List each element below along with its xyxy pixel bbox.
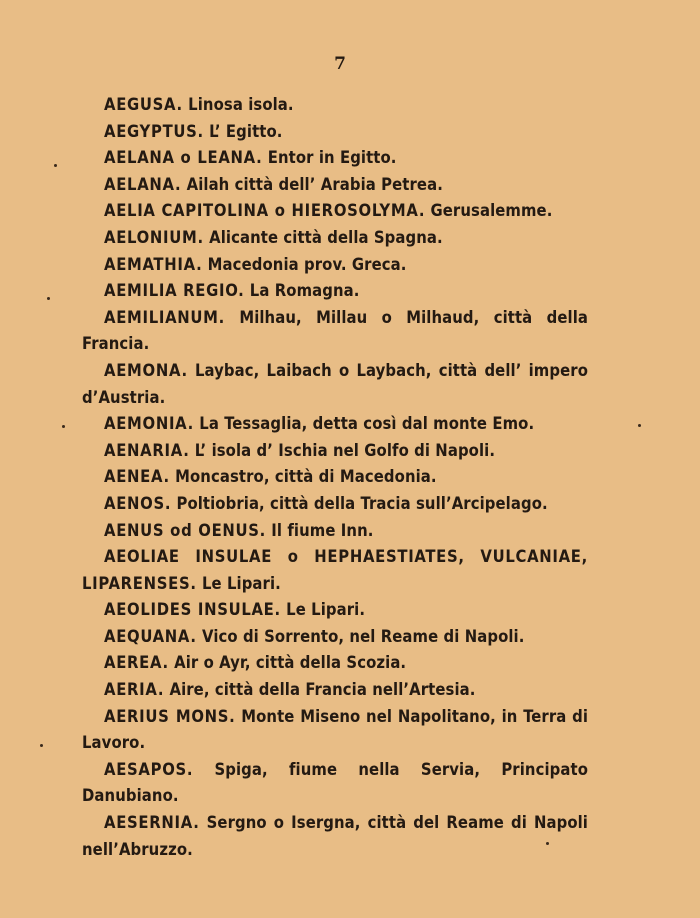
ink-speck (546, 842, 549, 845)
entry-definition: Poltiobria, città della Tracia sull’Arcipelago. (171, 493, 548, 513)
dictionary-entry (82, 810, 588, 863)
entry-definition: Aire, città della Francia nell’Artesia. (164, 680, 476, 700)
dictionary-entry (82, 597, 588, 624)
dictionary-entry (82, 624, 588, 651)
entry-definition: L’ Egitto. (203, 121, 283, 141)
entry-definition: Il fiume Inn. (266, 520, 374, 540)
entry-definition: Milhau, Millau o Milhaud, città della Francia. (82, 307, 588, 354)
entry-term: AELANA o LEANA. (104, 148, 263, 168)
entry-term: AESERNIA. (104, 813, 200, 833)
entry-term: AEOLIAE INSULAE o HEPHAESTIATES, VULCANIAE, LIPARENSES. (82, 547, 588, 593)
entry-definition: Le Lipari. (280, 600, 366, 620)
entry-definition: Ailah città dell’ Arabia Petrea. (181, 174, 443, 194)
entry-definition: Moncastro, città di Macedonia. (169, 467, 437, 487)
entry-definition: Le Lipari. (196, 573, 281, 593)
dictionary-entry (82, 252, 588, 279)
entry-term: AERIUS MONS. (104, 706, 236, 726)
ink-speck (62, 425, 65, 428)
entry-term: AEREA. (104, 653, 169, 673)
entry-term: AEMONA. (104, 360, 188, 380)
entry-term: AERIA. (104, 680, 165, 700)
entry-definition: Vico di Sorrento, nel Reame di Napoli. (196, 626, 525, 646)
entry-definition: Sergno o Isergna, città del Reame di Napoli nell’Abruzzo. (82, 813, 588, 859)
entry-definition: Macedonia prov. Greca. (202, 254, 407, 274)
entry-definition: Monte Miseno nel Napolitano, in Terra di Lavoro. (82, 706, 588, 753)
entry-definition: Linosa isola. (182, 95, 294, 114)
ink-speck (638, 424, 641, 427)
entry-definition: Gerusalemme. (425, 201, 553, 221)
entry-definition: La Tessaglia, detta così dal monte Emo. (194, 414, 535, 434)
dictionary-entry (82, 172, 588, 199)
entry-term: AEOLIDES INSULAE. (104, 600, 281, 620)
dictionary-entry (82, 757, 588, 810)
dictionary-entry (82, 464, 588, 491)
entry-definition: Alicante città della Spagna. (203, 227, 443, 247)
ink-speck (40, 744, 43, 747)
dictionary-entry (82, 677, 588, 704)
dictionary-entry (82, 119, 588, 146)
ink-speck (54, 164, 57, 167)
entry-term: AELIA CAPITOLINA o HIEROSOLYMA. (104, 201, 426, 221)
entry-definition: L’ isola d’ Ischia nel Golfo di Napoli. (189, 440, 496, 460)
dictionary-entry (82, 305, 588, 358)
dictionary-entry (82, 650, 588, 677)
dictionary-entry (82, 198, 588, 225)
page-number: 7 (334, 54, 346, 74)
entry-term: AEGYPTUS. (104, 121, 204, 141)
dictionary-entry (82, 438, 588, 465)
entry-term: AEMILIA REGIO. (104, 281, 245, 301)
entry-term: AEQUANA. (104, 626, 197, 646)
dictionary-entry (82, 491, 588, 518)
dictionary-entry (82, 544, 588, 597)
entry-definition: Entor in Egitto. (262, 148, 397, 168)
dictionary-entry (82, 358, 588, 411)
entry-term: AEMILIANUM. (104, 307, 225, 327)
dictionary-entry (82, 278, 588, 305)
entry-term: AENARIA. (104, 440, 190, 460)
entry-term: AELONIUM. (104, 227, 204, 247)
dictionary-entry (82, 704, 588, 757)
entry-definition: Spiga, fiume nella Servia, Principato Danubiano. (82, 759, 588, 806)
entry-term: AELANA. (104, 174, 182, 194)
entry-term: AEMONIA. (104, 414, 195, 434)
entry-definition: Laybac, Laibach o Laybach, città dell’ impero d’Austria. (82, 360, 588, 407)
entry-term: AEMATHIA. (104, 254, 203, 274)
dictionary-entry (82, 411, 588, 438)
entry-term: AEGUSA. (104, 95, 183, 114)
entry-definition: Air o Ayr, città della Scozia. (168, 653, 407, 673)
entry-term: AENEA. (104, 467, 170, 487)
dictionary-entry (82, 225, 588, 252)
entry-term: AESAPOS. (104, 759, 194, 779)
dictionary-entry (82, 518, 588, 545)
entry-definition: La Romagna. (244, 281, 360, 301)
dictionary-entries (82, 92, 588, 863)
dictionary-entry (82, 145, 588, 172)
ink-speck (47, 297, 50, 300)
entry-term: AENOS. (104, 493, 172, 513)
dictionary-entry (82, 92, 588, 119)
entry-term: AENUS od OENUS. (104, 520, 267, 540)
